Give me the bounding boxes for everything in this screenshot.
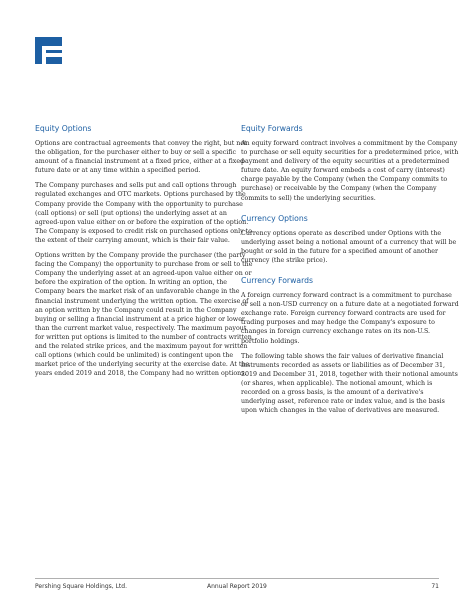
- footer-company: Pershing Square Holdings, Ltd.: [35, 583, 127, 590]
- currency-forwards-heading: Currency Forwards: [241, 276, 313, 286]
- pershing-square-logo-icon: [35, 37, 62, 64]
- equity-options-heading: Equity Options: [35, 124, 92, 133]
- left-column: [35, 124, 253, 384]
- logo-slot-stem: [42, 46, 46, 64]
- right-column: [241, 124, 459, 421]
- page-number: 71: [431, 583, 439, 590]
- page-footer: [35, 578, 439, 590]
- footer-report-title: Annual Report 2019: [207, 583, 267, 590]
- paragraph: A foreign currency forward contract is a commitment to purchase or sell a non-USD currency on a future date at a negotiated forward exchange rate. Foreign currency forward contracts are used for trading purposes and may hedge the Company's exposure to changes in foreign currency exchange rates on its non-U.S. portfolio holdings.: [241, 292, 459, 345]
- paragraph: The following table shows the fair values of derivative financial instruments recorded as assets or liabilities as of December 31, 2019 and December 31, 2018, together with their notional amounts (or shares, when applicable). The notional amount, which is recorded on a gross basis, is the amount of a derivative's underlying asset, reference rate or index value, and is the basis upon which changes in the value of derivatives are measured.: [241, 352, 458, 415]
- paragraph: An equity forward contract involves a commitment by the Company to purchase or sell equity securities for a predetermined price, with payment and delivery of the equity securities at a predetermined future date. An equity forward embeds a cost of carry (interest) charge payable by the Company (when the Company commits to purchase) or receivable by the Company (when the Company commits to sell) the underlying securities.: [241, 140, 459, 202]
- paragraph: The Company purchases and sells put and call options through regulated exchanges and OTC markets. Options purchased by the Company provide the Company with the opportunity to purchase (call options) or sell (put options) the underlying asset at an agreed-upon value either on or before the expiration of the option. The Company is exposed to credit risk on purchased options only to the extent of their carrying amount, which is their fair value.: [35, 182, 252, 244]
- paragraph: Options are contractual agreements that convey the right, but not the obligation, for the purchaser either to buy or sell a specific amount of a financial instrument at a fixed price, either at a fixed future date or at any time within a specified period.: [35, 140, 247, 175]
- paragraph: Options written by the Company provide the purchaser (the party facing the Company) the opportunity to purchase from or sell to the Company the underlying asset at an agreed-upon value either on or before the expiration of the option. In writing an option, the Company bears the market risk of an unfavorable change in the financial instrument underlying the written option. The exercise of an option written by the Company could result in the Company buying or selling a financial instrument at a price higher or lower than the current market value, respectively. The maximum payout for written put options is limited to the number of contracts written and the related strike prices, and the maximum payout for written call options (which could be unlimited) is contingent upon the market price of the underlying security at the exercise date. At the years ended 2019 and 2018, the Company had no written options.: [35, 252, 253, 378]
- equity-forwards-heading: Equity Forwards: [241, 124, 303, 133]
- paragraph: Currency options operate as described under Options with the underlying asset being a notional amount of a currency that will be bought or sold in the future for a specified amount of another currency (the strike price).: [241, 229, 457, 264]
- currency-options-heading: Currency Options: [241, 213, 308, 223]
